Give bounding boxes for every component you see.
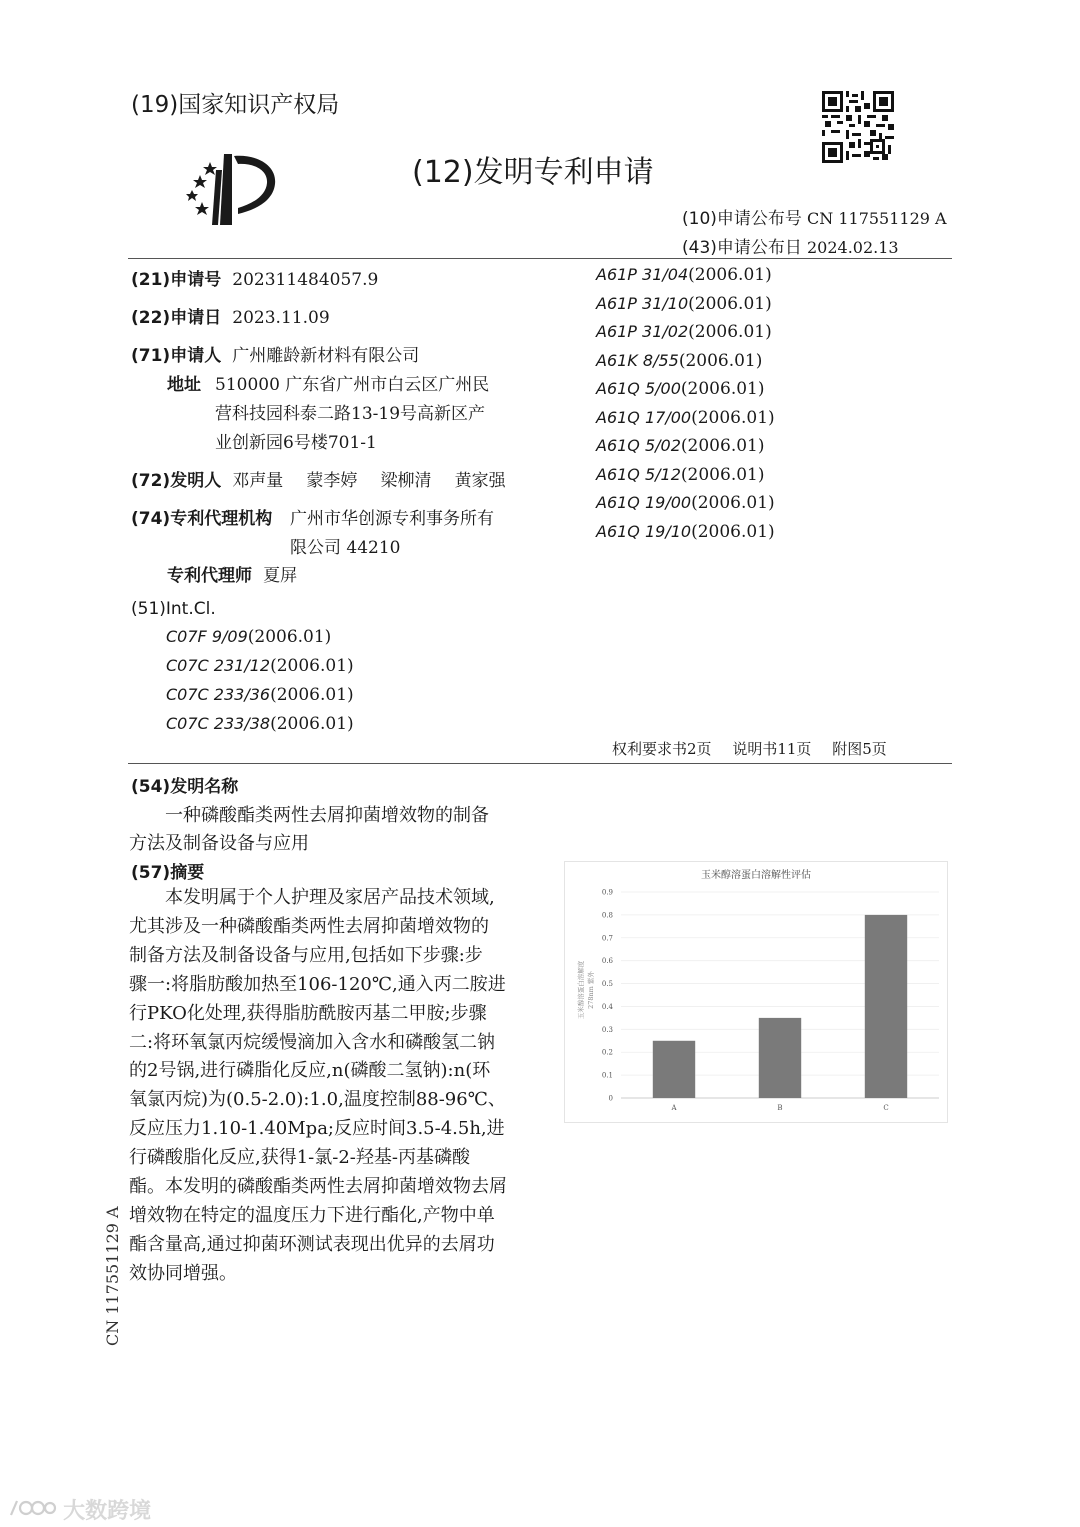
office-name: (19)国家知识产权局	[131, 92, 340, 118]
abstract-line: 效协同增强。	[129, 1262, 237, 1284]
invention-title-line: 方法及制备设备与应用	[129, 833, 309, 854]
intcl-entry	[596, 351, 762, 371]
intcl-entry	[166, 627, 331, 647]
inventor-name: 蒙李婷	[306, 471, 358, 491]
intcl-code: A61Q 5/12	[596, 465, 681, 484]
abstract-line: 行磷酸脂化反应,获得1-氯-2-羟基-丙基磷酸	[129, 1147, 470, 1169]
intcl-code: A61Q 5/02	[596, 436, 681, 455]
description-pages: 说明书11页	[732, 740, 812, 758]
intcl-entry	[596, 436, 765, 456]
y-tick-label: 0	[608, 1094, 613, 1103]
abstract-line: 的2号锅,进行磷脂化反应,n(磷酸二氢钠):n(环	[129, 1060, 491, 1082]
agency-line: 限公司 44210	[290, 538, 401, 558]
abstract-line: 尤其涉及一种磷酸酯类两性去屑抑菌增效物的	[129, 915, 489, 937]
abstract-line: 增效物在特定的温度压力下进行酯化,产物中单	[129, 1204, 495, 1226]
publication-number-label: (10)申请公布号	[682, 209, 802, 229]
intcl-version: (2006.01)	[270, 656, 354, 676]
address-label: 地址	[167, 375, 201, 395]
applicant-row	[131, 341, 419, 366]
abstract-line: 本发明属于个人护理及家居产品技术领域,	[165, 887, 495, 908]
intcl-code: A61Q 5/00	[596, 379, 681, 398]
intcl-version: (2006.01)	[247, 627, 332, 647]
inventor-name: 邓声量	[232, 471, 284, 491]
intcl-entry	[166, 685, 354, 705]
x-category-label: C	[883, 1104, 889, 1112]
y-axis-label-line: 玉米醇溶蛋白溶解度	[577, 960, 585, 1020]
bar-C	[865, 915, 907, 1098]
intcl-version: (2006.01)	[688, 294, 772, 314]
agent-row	[167, 561, 297, 586]
y-tick-label: 0.4	[601, 1002, 613, 1011]
abstract-line: 氧氯丙烷)为(0.5-2.0):1.0,温度控制88-96℃、	[129, 1089, 506, 1111]
intcl-entry	[166, 656, 354, 676]
intcl-version: (2006.01)	[680, 465, 765, 485]
biblio-divider	[128, 763, 952, 764]
intcl-version: (2006.01)	[270, 714, 354, 734]
document-type-title: (12)发明专利申请	[412, 155, 654, 190]
y-tick-label: 0.7	[601, 934, 613, 943]
abstract-label: (57)摘要	[131, 863, 205, 883]
abstract-body	[129, 884, 524, 1289]
intcl-entry	[596, 379, 765, 399]
abstract-line: 反应压力1.10-1.40Mpa;反应时间3.5-4.5h,进	[129, 1118, 505, 1140]
intcl-code: A61P 31/02	[596, 322, 689, 341]
watermark-text: 大数跨境	[63, 1499, 152, 1524]
y-axis-label-line: 278nm 紫外	[587, 971, 595, 1009]
agent-value: 夏屏	[263, 566, 298, 586]
intcl-code: A61P 31/04	[596, 265, 689, 284]
filing-date-label: (22)申请日	[131, 308, 222, 328]
abstract-line: 骤一:将脂肪酸加热至106-120℃,通入丙二胺进	[129, 973, 506, 995]
inventor-name: 黄家强	[454, 471, 506, 491]
intcl-version: (2006.01)	[688, 322, 772, 342]
intcl-version: (2006.01)	[680, 379, 765, 399]
bar-A	[653, 1041, 695, 1098]
cnipa-logo	[180, 150, 280, 230]
y-tick-label: 0.6	[601, 957, 613, 966]
filing-date-value: 2023.11.09	[232, 308, 330, 328]
intcl-code: A61Q 19/10	[596, 522, 692, 541]
filing-date-row	[131, 303, 330, 328]
y-tick-label: 0.1	[601, 1071, 613, 1080]
intcl-code: A61P 31/10	[596, 294, 689, 313]
intcl-version: (2006.01)	[691, 493, 775, 513]
address-line: 业创新园6号楼701-1	[215, 433, 377, 453]
intcl-entry	[596, 265, 772, 285]
intcl-entry	[596, 322, 772, 342]
inventor-row	[131, 466, 506, 491]
abstract-figure	[564, 861, 948, 1123]
watermark-logo-icon	[8, 1495, 58, 1525]
y-tick-label: 0.8	[601, 911, 613, 920]
cnipa-logo-mark	[180, 150, 280, 230]
y-tick-label: 0.2	[601, 1048, 613, 1057]
intcl-code: C07F 9/09	[166, 627, 248, 646]
intcl-entry	[596, 408, 775, 428]
inventor-name: 梁柳清	[380, 471, 432, 491]
y-tick-label: 0.3	[601, 1025, 613, 1034]
publication-date	[682, 233, 899, 258]
abstract-line: 酯。本发明的磷酸酯类两性去屑抑菌增效物去屑	[129, 1176, 507, 1198]
agency-label: (74)专利代理机构	[131, 509, 273, 529]
pages-info	[612, 738, 887, 759]
intcl-version: (2006.01)	[691, 408, 775, 428]
y-axis-label	[576, 960, 595, 1019]
address-line: 510000 广东省广州市白云区广州民	[215, 375, 490, 395]
abstract-line: 行PKO化处理,获得脂肪酰胺丙基二甲胺;步骤	[129, 1002, 487, 1024]
claims-pages: 权利要求书2页	[612, 740, 712, 758]
side-publication-number: CN 117551129 A	[103, 1206, 122, 1346]
watermark	[8, 1494, 151, 1525]
applicant-value: 广州雕龄新材料有限公司	[232, 346, 420, 366]
intcl-version: (2006.01)	[691, 522, 775, 542]
intcl-version: (2006.01)	[678, 351, 763, 371]
y-tick-label: 0.5	[601, 980, 613, 989]
bar-chart	[565, 862, 947, 1122]
publication-number	[682, 204, 947, 229]
intcl-entry	[596, 493, 775, 513]
invention-title-line: 一种磷酸酯类两性去屑抑菌增效物的制备	[165, 805, 489, 826]
invention-title-label: (54)发明名称	[131, 777, 239, 797]
intcl-version: (2006.01)	[270, 685, 354, 705]
agent-label: 专利代理师	[167, 566, 252, 586]
application-number-value: 202311484057.9	[232, 270, 379, 290]
intcl-entry	[596, 294, 772, 314]
header-divider	[128, 258, 952, 259]
inventor-label: (72)发明人	[131, 471, 222, 491]
bar-B	[759, 1018, 801, 1098]
intcl-code: C07C 231/12	[166, 656, 271, 675]
intcl-code: C07C 233/36	[166, 685, 271, 704]
qr-code-image	[822, 91, 894, 163]
intcl-code: A61Q 19/00	[596, 493, 692, 512]
address-line: 营科技园科泰二路13-19号高新区产	[215, 404, 486, 424]
drawings-pages: 附图5页	[832, 740, 887, 758]
abstract-line: 二:将环氧氯丙烷缓慢滴加入含水和磷酸氢二钠	[129, 1031, 496, 1053]
intcl-entry	[166, 714, 354, 734]
chart-title: 玉米醇溶蛋白溶解性评估	[701, 870, 811, 881]
y-tick-label: 0.9	[601, 888, 613, 897]
application-number-row	[131, 265, 378, 290]
publication-number-value: CN 117551129 A	[807, 209, 947, 228]
intcl-left-list	[166, 627, 466, 747]
x-category-label: A	[671, 1104, 677, 1112]
intcl-version: (2006.01)	[688, 265, 772, 285]
intcl-label: (51)Int.Cl.	[131, 599, 216, 619]
abstract-line: 酯含量高,通过抑菌环测试表现出优异的去屑功	[129, 1233, 495, 1255]
agency-line: 广州市华创源专利事务所有	[290, 509, 494, 529]
intcl-code: A61Q 17/00	[596, 408, 692, 427]
x-category-label: B	[777, 1104, 783, 1112]
publication-date-label: (43)申请公布日	[682, 238, 802, 258]
intcl-right-list	[596, 265, 896, 555]
intcl-code: A61K 8/55	[596, 351, 679, 370]
intcl-version: (2006.01)	[680, 436, 765, 456]
applicant-label: (71)申请人	[131, 346, 222, 366]
qr-code	[822, 91, 894, 163]
intcl-entry	[596, 465, 765, 485]
abstract-line: 制备方法及制备设备与应用,包括如下步骤:步	[129, 944, 483, 966]
application-number-label: (21)申请号	[131, 270, 222, 290]
intcl-code: C07C 233/38	[166, 714, 271, 733]
intcl-entry	[596, 522, 775, 542]
publication-date-value: 2024.02.13	[807, 238, 899, 257]
